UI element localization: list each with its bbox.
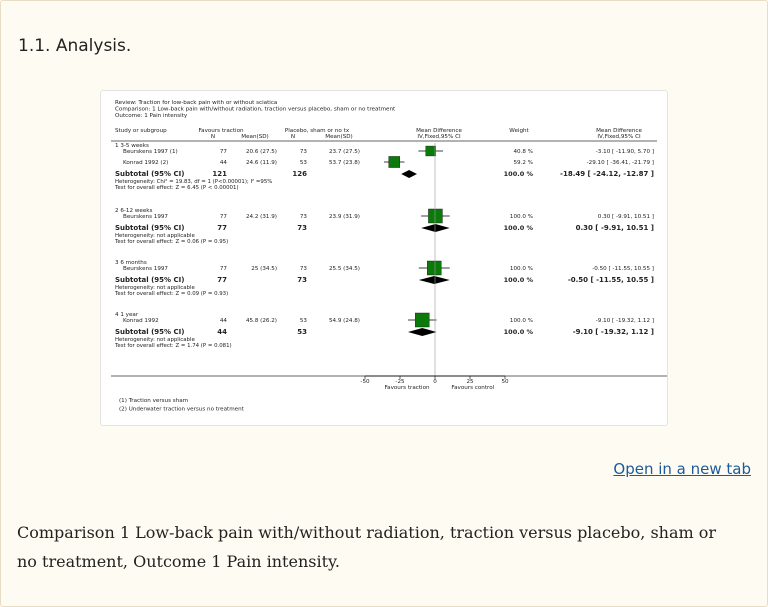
heterogeneity-text: Heterogeneity: not applicable [115, 233, 195, 239]
subtotal-label: Subtotal (95% CI) [115, 276, 185, 284]
study-n2: 73 [299, 149, 307, 155]
study-name: Beurskens 1997 [123, 266, 168, 272]
study-ci-text: -29.10 [ -36.41, -21.79 ] [586, 160, 654, 166]
subtotal-diamond [421, 224, 450, 232]
study-n1: 44 [219, 160, 227, 166]
study-weight: 40.8 % [513, 149, 533, 155]
study-meansd1: 45.8 (26.2) [245, 318, 277, 324]
subtotal-weight: 100.0 % [503, 276, 533, 284]
column-meansd2-header: Mean(SD) [325, 134, 353, 140]
forest-plot-figure [100, 90, 668, 426]
subtotal-diamond [401, 170, 417, 178]
study-n1: 77 [219, 214, 227, 220]
overall-effect-text: Test for overall effect: Z = 0.06 (P = 0.95) [115, 239, 229, 245]
figure-header-line: Outcome: 1 Pain intensity [115, 113, 188, 119]
column-meansd1-header: Mean(SD) [241, 134, 269, 140]
x-axis-tick-label: 50 [501, 379, 509, 385]
column-n2-header: N [290, 134, 296, 140]
column-md-header: Mean Difference [416, 128, 462, 134]
heterogeneity-text: Heterogeneity: Chi² = 19.83, df = 1 (P<0.00001); I² =95% [115, 179, 273, 185]
study-ci-text: -3.10 [ -11.90, 5.70 ] [595, 149, 654, 155]
study-meansd2: 25.5 (34.5) [328, 266, 360, 272]
study-weight: 100.0 % [509, 214, 533, 220]
overall-effect-text: Test for overall effect: Z = 0.09 (P = 0.93) [115, 291, 229, 297]
subtotal-n1: 121 [212, 170, 227, 178]
subtotal-diamond [408, 328, 437, 336]
subtotal-label: Subtotal (95% CI) [115, 224, 185, 232]
subtotal-weight: 100.0 % [503, 170, 533, 178]
study-marker [426, 146, 436, 156]
column-study-header: Study or subgroup [115, 128, 167, 134]
study-marker [415, 313, 429, 327]
subtotal-n1: 77 [217, 224, 227, 232]
analysis-heading: 1.1. Analysis. [18, 36, 132, 56]
study-marker [427, 261, 441, 275]
study-meansd1: 24.6 (11.9) [245, 160, 277, 166]
study-n1: 77 [219, 266, 227, 272]
figure-footnote: (1) Traction versus sham [119, 398, 189, 404]
study-n2: 53 [299, 318, 307, 324]
x-axis-tick-label: 0 [433, 379, 437, 385]
heterogeneity-text: Heterogeneity: not applicable [115, 285, 195, 291]
subgroup-label: 4 1 year [115, 312, 139, 318]
subgroup-label: 3 6 months [115, 260, 147, 266]
study-ci-text: 0.30 [ -9.91, 10.51 ] [597, 214, 654, 220]
figure-footnote: (2) Underwater traction versus no treatment [119, 406, 244, 413]
study-name: Konrad 1992 (2) [123, 160, 169, 166]
study-meansd2: 53.7 (23.8) [328, 160, 360, 166]
subtotal-n1: 77 [217, 276, 227, 284]
study-name: Beurskens 1997 [123, 214, 168, 220]
overall-effect-text: Test for overall effect: Z = 6.45 (P < 0.00001) [115, 185, 239, 191]
study-n2: 73 [299, 214, 307, 220]
study-meansd2: 23.9 (31.9) [328, 214, 360, 220]
study-marker [389, 156, 400, 167]
subgroup-label: 2 6-12 weeks [115, 208, 153, 214]
subtotal-diamond [419, 276, 450, 284]
open-in-new-tab-link[interactable]: Open in a new tab [613, 460, 751, 478]
subtotal-ci-text: -9.10 [ -19.32, 1.12 ] [572, 328, 654, 336]
column-n1-header: N [210, 134, 216, 140]
figure-header-line: Comparison: 1 Low-back pain with/without radiation, traction versus placebo, sham or no treatment [115, 106, 396, 113]
study-meansd1: 25 (34.5) [251, 266, 277, 272]
figure-caption: Comparison 1 Low-back pain with/without radiation, traction versus placebo, sham or no treatment, Outcome 1 Pain intensity. [17, 523, 717, 571]
subtotal-ci-text: -18.49 [ -24.12, -12.87 ] [560, 170, 654, 178]
subtotal-label: Subtotal (95% CI) [115, 328, 185, 336]
study-marker [428, 209, 442, 223]
column-md2-header: Mean Difference [596, 128, 642, 134]
study-meansd2: 23.7 (27.5) [328, 149, 360, 155]
subtotal-weight: 100.0 % [503, 224, 533, 232]
subtotal-n2: 53 [297, 328, 307, 336]
study-meansd1: 24.2 (31.9) [245, 214, 277, 220]
subtotal-n2: 73 [297, 276, 307, 284]
study-meansd1: 20.6 (27.5) [245, 149, 277, 155]
x-axis-tick-label: -25 [395, 379, 405, 385]
forest-plot-svg [101, 91, 667, 425]
figure-header-line: Review: Traction for low-back pain with or without sciatica [115, 100, 278, 106]
column-weight-header: Weight [509, 128, 529, 134]
subtotal-ci-text: -0.50 [ -11.55, 10.55 ] [567, 276, 654, 284]
column-md-method-header: IV,Fixed,95% CI [417, 134, 461, 140]
column-md2-method-header: IV,Fixed,95% CI [597, 134, 641, 140]
heterogeneity-text: Heterogeneity: not applicable [115, 337, 195, 343]
study-ci-text: -0.50 [ -11.55, 10.55 ] [592, 266, 654, 272]
x-axis-tick-label: -50 [360, 379, 370, 385]
axis-label-right: Favours control [451, 385, 495, 391]
study-name: Konrad 1992 [123, 318, 159, 324]
axis-label-left: Favours traction [384, 385, 430, 391]
subtotal-n1: 44 [217, 328, 227, 336]
study-weight: 100.0 % [509, 318, 533, 324]
subgroup-label: 1 3-5 weeks [115, 143, 149, 149]
column-group1-header: Favours traction [198, 128, 244, 134]
x-axis-tick-label: 25 [466, 379, 474, 385]
column-group2-header: Placebo, sham or no tx [284, 128, 350, 134]
study-ci-text: -9.10 [ -19.32, 1.12 ] [595, 318, 654, 324]
study-n1: 44 [219, 318, 227, 324]
study-weight: 59.2 % [513, 160, 533, 166]
study-weight: 100.0 % [509, 266, 533, 272]
subtotal-n2: 73 [297, 224, 307, 232]
study-n2: 73 [299, 266, 307, 272]
study-n1: 77 [219, 149, 227, 155]
overall-effect-text: Test for overall effect: Z = 1.74 (P = 0.081) [115, 343, 232, 349]
study-meansd2: 54.9 (24.8) [328, 318, 360, 324]
subtotal-label: Subtotal (95% CI) [115, 170, 185, 178]
subtotal-weight: 100.0 % [503, 328, 533, 336]
study-n2: 53 [299, 160, 307, 166]
study-name: Beurskens 1997 (1) [123, 149, 178, 155]
subtotal-ci-text: 0.30 [ -9.91, 10.51 ] [575, 224, 654, 232]
subtotal-n2: 126 [292, 170, 307, 178]
